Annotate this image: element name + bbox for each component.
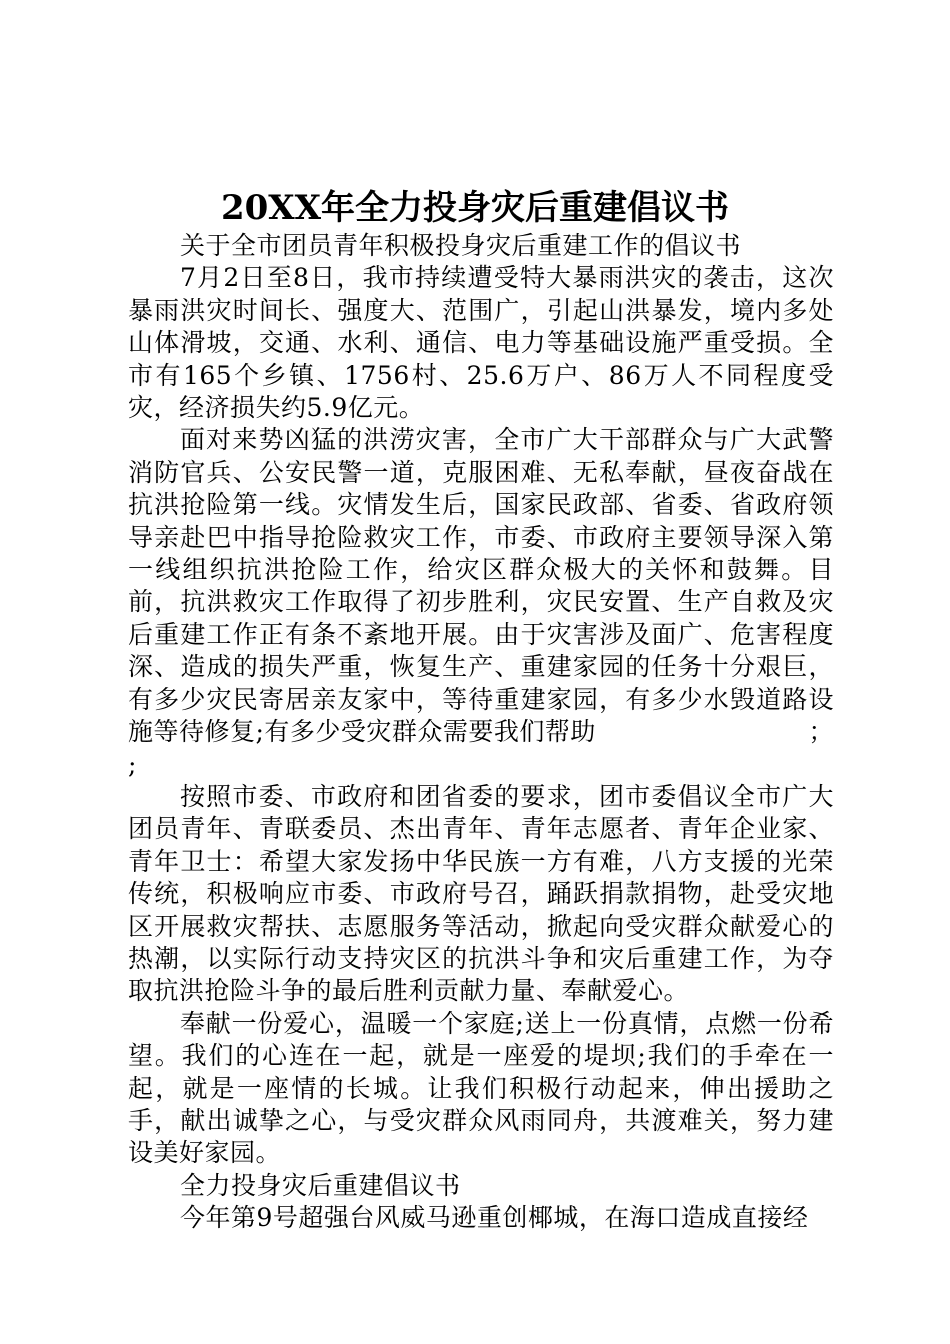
body-paragraph: 奉献一份爱心，温暖一个家庭;送上一份真情，点燃一份希望。我们的心连在一起，就是一座爱的堤坝;我们的手牵在一起，就是一座情的长城。让我们积极行动起来，伸出援助之手，献出诚挚之心，与受灾群众风雨同舟，共渡难关，努力建设美好家园。 [128, 1008, 834, 1168]
body-paragraph: ; [128, 749, 137, 779]
document-title: 20XX年全力投身灾后重建倡议书 [220, 188, 730, 228]
paragraph-end-mark: ； [808, 717, 834, 747]
paragraph-text: 面对来势凶猛的洪涝灾害，全市广大干部群众与广大武警消防官兵、公安民警一道，克服困难、无私奉献，昼夜奋战在抗洪抢险第一线。灾情发生后，国家民政部、省委、省政府领导亲赴巴中指导抢险救灾工作，市委、市政府主要领导深入第一线组织抗洪抢险工作，给灾区群众极大的关怀和鼓舞。目前，抗洪救灾工作取得了初步胜利，灾民安置、生产自救及灾后重建工作正有条不紊地开展。由于灾害涉及面广、危害程度深、造成的损失严重，恢复生产、重建家园的任务十分艰巨，有多少灾民寄居亲友家中，等待重建家园，有多少水毁道路设施等待修复;有多少受灾群众需要我们帮助 [128, 425, 834, 747]
body-paragraph: 今年第9号超强台风威马逊重创椰城，在海口造成直接经 [180, 1203, 809, 1233]
subtitle-paragraph: 关于全市团员青年积极投身灾后重建工作的倡议书 [180, 231, 742, 260]
body-paragraph: 按照市委、市政府和团省委的要求，团市委倡议全市广大团员青年、青联委员、杰出青年、青年志愿者、青年企业家、青年卫士：希望大家发扬中华民族一方有难，八方支援的光荣传统，积极响应市委、市政府号召，踊跃捐款捐物，赴受灾地区开展救灾帮扶、志愿服务等活动，掀起向受灾群众献爱心的热潮，以实际行动支持灾区的抗洪斗争和灾后重建工作，为夺取抗洪抢险斗争的最后胜利贡献力量、奉献爱心。 [128, 781, 834, 1006]
document-body [128, 230, 834, 1235]
body-paragraph [128, 424, 834, 748]
section-heading: 全力投身灾后重建倡议书 [180, 1170, 461, 1200]
body-paragraph: 7月2日至8日，我市持续遭受特大暴雨洪灾的袭击，这次暴雨洪灾时间长、强度大、范围广，引起山洪暴发，境内多处山体滑坡，交通、水利、通信、电力等基础设施严重受损。全市有165个乡镇、1756村、25.6万户、86万人不同程度受灾，经济损失约5.9亿元。 [128, 263, 834, 423]
